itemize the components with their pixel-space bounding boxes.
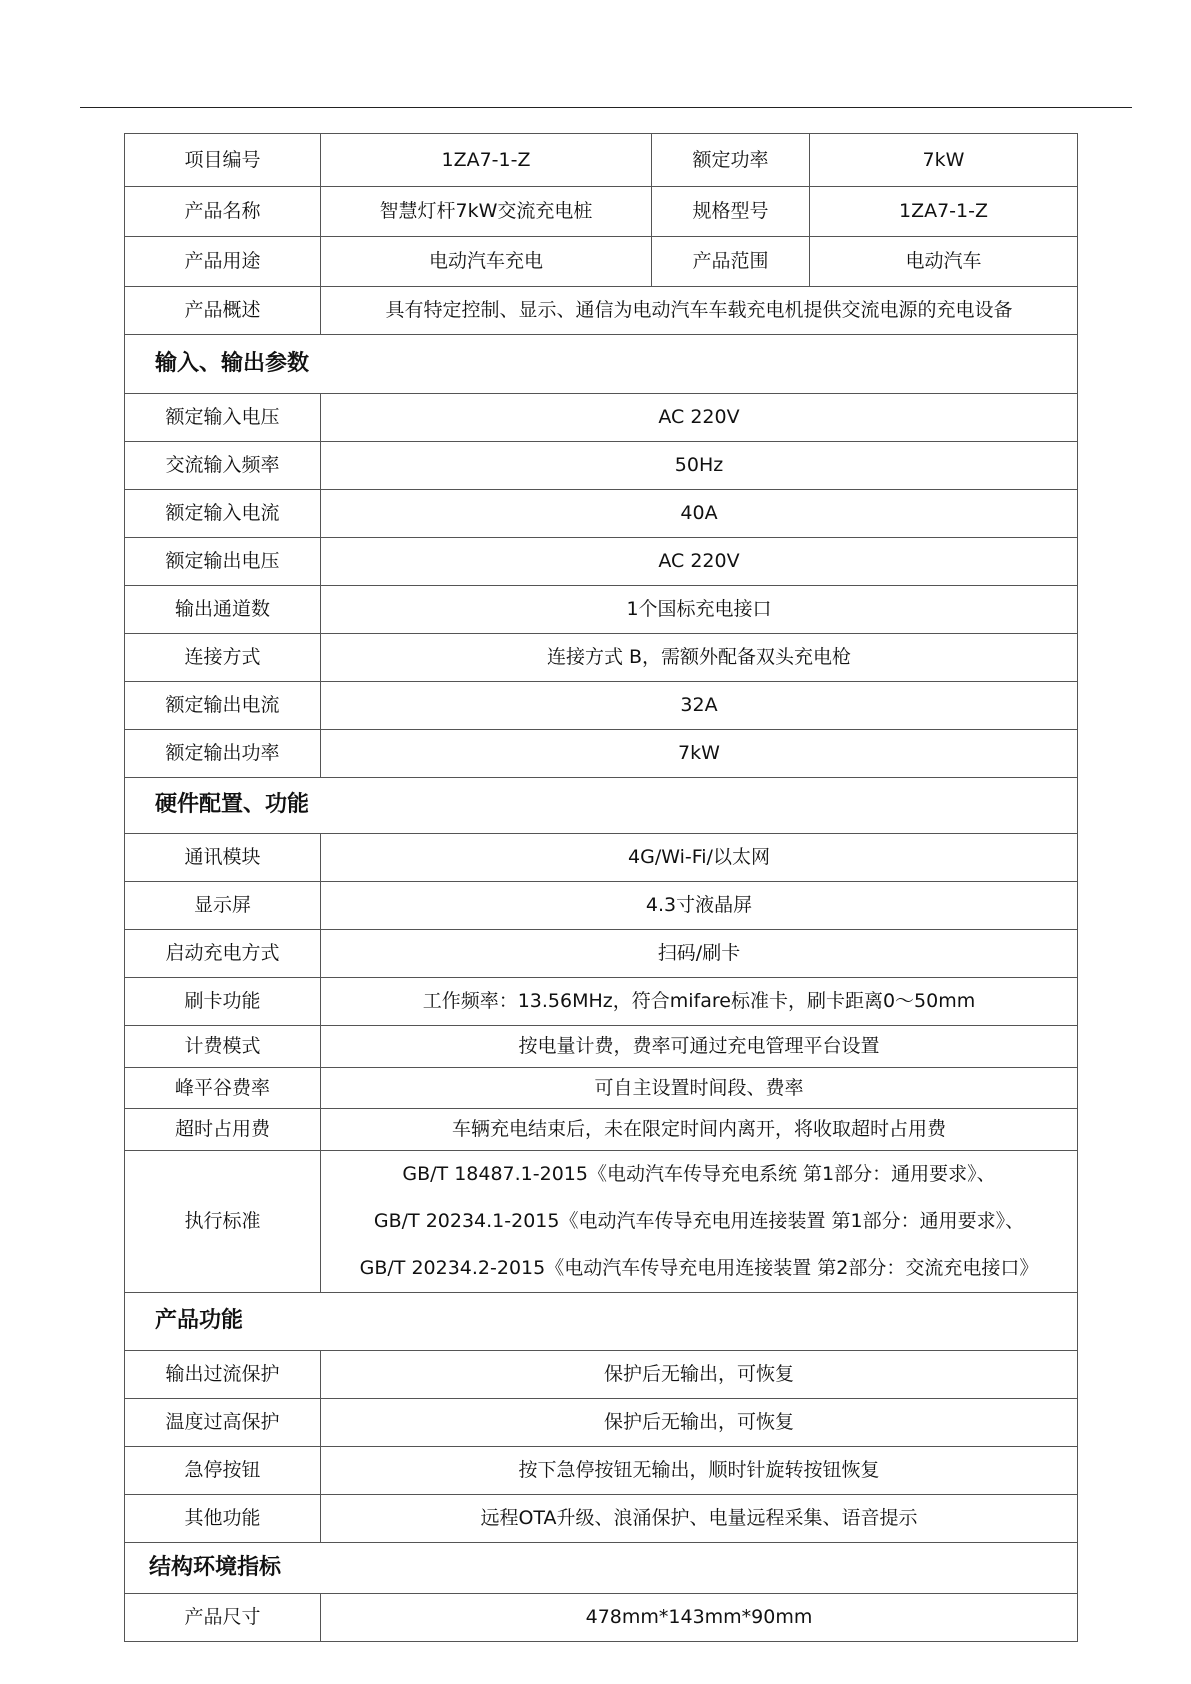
table-row [125, 730, 1078, 778]
section-header [125, 778, 1078, 834]
table-row [125, 394, 1078, 442]
row-label: 额定输入电流 [125, 490, 321, 538]
row-label: 其他功能 [125, 1495, 321, 1543]
row-value: 工作频率：13.56MHz，符合mifare标准卡，刷卡距离0～50mm [321, 978, 1078, 1026]
row-value: 保护后无输出，可恢复 [321, 1399, 1078, 1447]
row-value: 7kW [321, 730, 1078, 778]
row-value: AC 220V [321, 538, 1078, 586]
row-value: 按下急停按钮无输出，顺时针旋转按钮恢复 [321, 1447, 1078, 1495]
section-header [125, 1293, 1078, 1351]
row-label: 额定输出电压 [125, 538, 321, 586]
row-label: 连接方式 [125, 634, 321, 682]
row-label: 产品用途 [125, 237, 321, 287]
row-label: 计费模式 [125, 1026, 321, 1068]
row-label: 项目编号 [125, 134, 321, 187]
row-value: 电动汽车充电 [321, 237, 652, 287]
row-value: 按电量计费，费率可通过充电管理平台设置 [321, 1026, 1078, 1068]
row-value: 保护后无输出，可恢复 [321, 1351, 1078, 1399]
row-value: 1ZA7-1-Z [321, 134, 652, 187]
table-row [125, 237, 1078, 287]
table-row [125, 882, 1078, 930]
row-value: 扫码/刷卡 [321, 930, 1078, 978]
table-row [125, 1447, 1078, 1495]
row-label: 额定输入电压 [125, 394, 321, 442]
table-row [125, 538, 1078, 586]
table-row [125, 1351, 1078, 1399]
table-row [125, 134, 1078, 187]
row-value: 32A [321, 682, 1078, 730]
row-label: 规格型号 [652, 187, 810, 237]
table-row [125, 1495, 1078, 1543]
row-value: 50Hz [321, 442, 1078, 490]
table-row [125, 1026, 1078, 1068]
row-value: 可自主设置时间段、费率 [321, 1068, 1078, 1109]
table-row [125, 287, 1078, 335]
row-label: 执行标准 [125, 1151, 321, 1293]
row-value: 连接方式 B，需额外配备双头充电枪 [321, 634, 1078, 682]
section-header [125, 1543, 1078, 1594]
standard-line: GB/T 20234.2-2015《电动汽车传导充电用连接装置 第2部分：交流充电接口》 [359, 1257, 1039, 1279]
table-row [125, 1151, 1078, 1293]
table-row [125, 634, 1078, 682]
row-value: 具有特定控制、显示、通信为电动汽车车载充电机提供交流电源的充电设备 [321, 287, 1078, 335]
section-header [125, 335, 1078, 394]
header-rule [80, 107, 1132, 108]
row-value: AC 220V [321, 394, 1078, 442]
table-row [125, 442, 1078, 490]
row-label: 超时占用费 [125, 1109, 321, 1151]
standard-line: GB/T 20234.1-2015《电动汽车传导充电用连接装置 第1部分：通用要求》、 [373, 1210, 1025, 1232]
table-row [125, 1399, 1078, 1447]
row-value: 1个国标充电接口 [321, 586, 1078, 634]
table-row [125, 930, 1078, 978]
standard-line: GB/T 18487.1-2015《电动汽车传导充电系统 第1部分：通用要求》、 [402, 1163, 996, 1185]
row-label: 产品尺寸 [125, 1594, 321, 1642]
row-value: 478mm*143mm*90mm [321, 1594, 1078, 1642]
table-row [125, 490, 1078, 538]
row-label: 通讯模块 [125, 834, 321, 882]
row-label: 启动充电方式 [125, 930, 321, 978]
row-label: 产品名称 [125, 187, 321, 237]
row-label: 刷卡功能 [125, 978, 321, 1026]
row-value: 4G/Wi-Fi/以太网 [321, 834, 1078, 882]
row-label: 输出通道数 [125, 586, 321, 634]
row-label: 温度过高保护 [125, 1399, 321, 1447]
row-value: 智慧灯杆7kW交流充电桩 [321, 187, 652, 237]
row-label: 额定功率 [652, 134, 810, 187]
spec-table [124, 133, 1078, 1642]
row-value: 1ZA7-1-Z [810, 187, 1078, 237]
table-row [125, 1109, 1078, 1151]
table-row [125, 1068, 1078, 1109]
table-row [125, 586, 1078, 634]
row-label: 产品概述 [125, 287, 321, 335]
row-value: 车辆充电结束后，未在限定时间内离开，将收取超时占用费 [321, 1109, 1078, 1151]
row-label: 急停按钮 [125, 1447, 321, 1495]
section-title: 结构环境指标 [125, 1543, 1078, 1594]
table-row [125, 978, 1078, 1026]
table-row [125, 834, 1078, 882]
table-row [125, 187, 1078, 237]
standards-cell [321, 1151, 1078, 1293]
table-row [125, 1594, 1078, 1642]
row-label: 产品范围 [652, 237, 810, 287]
row-value: 电动汽车 [810, 237, 1078, 287]
row-label: 额定输出功率 [125, 730, 321, 778]
row-value: 4.3寸液晶屏 [321, 882, 1078, 930]
row-label: 额定输出电流 [125, 682, 321, 730]
row-value: 7kW [810, 134, 1078, 187]
row-label: 峰平谷费率 [125, 1068, 321, 1109]
section-title: 输入、输出参数 [125, 335, 1078, 394]
row-label: 输出过流保护 [125, 1351, 321, 1399]
table-row [125, 682, 1078, 730]
section-title: 硬件配置、功能 [125, 778, 1078, 834]
row-label: 交流输入频率 [125, 442, 321, 490]
row-value: 40A [321, 490, 1078, 538]
row-label: 显示屏 [125, 882, 321, 930]
section-title: 产品功能 [125, 1293, 1078, 1351]
row-value: 远程OTA升级、浪涌保护、电量远程采集、语音提示 [321, 1495, 1078, 1543]
